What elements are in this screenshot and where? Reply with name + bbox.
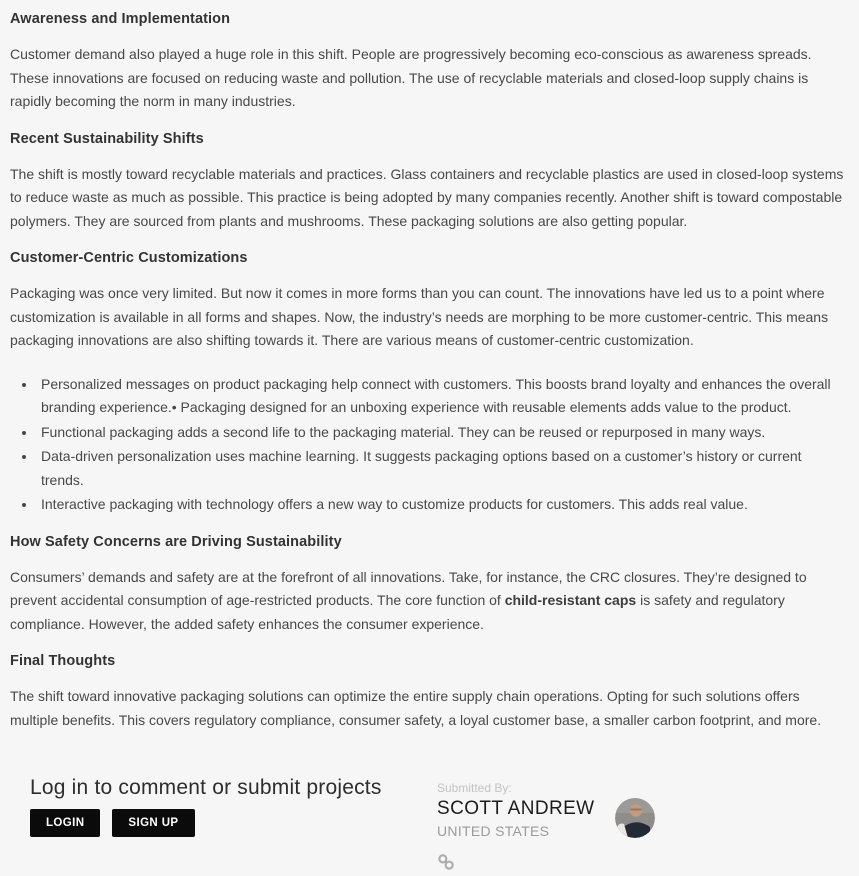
article-content xyxy=(0,11,859,732)
section-heading: Recent Sustainability Shifts xyxy=(10,130,204,147)
section-final-thoughts xyxy=(10,653,845,732)
section-heading: How Safety Concerns are Driving Sustainability xyxy=(10,533,342,550)
avatar-photo-placeholder xyxy=(615,798,655,838)
footer xyxy=(0,776,859,871)
chain-link-icon xyxy=(437,853,455,871)
list-item: • Personalized messages on product packaging help connect with customers. This boosts brand loyalty and enhances the overall branding experience.• Packaging designed for an unboxing experience with reusable elements adds value to the product. xyxy=(37,373,845,420)
bold-phrase: child-resistant caps xyxy=(504,592,637,609)
customization-bullet-list xyxy=(10,373,845,517)
section-heading: Final Thoughts xyxy=(10,653,116,670)
section-safety-concerns xyxy=(10,534,845,637)
article-page xyxy=(0,11,859,840)
author-country: UNITED STATES xyxy=(437,823,550,840)
section-paragraph: The shift is mostly toward recyclable materials and practices. Glass containers and recyclable plastics are used in closed-loop systems to reduce waste as much as possible. This practice is being adopted by many companies recently. Another shift is toward compostable polymers. They are sourced from plants and mushrooms. These packaging solutions are also getting popular. xyxy=(10,165,844,229)
section-awareness-and-implementation xyxy=(10,11,845,114)
section-recent-sustainability-shifts xyxy=(10,131,845,234)
section-heading: Customer-Centric Customizations xyxy=(10,250,248,266)
submitted-by-label: Submitted By: xyxy=(437,781,512,796)
list-item: • Data-driven personalization uses machine learning. It suggests packaging options based on a customer’s history or current trends. xyxy=(37,445,845,492)
button-row xyxy=(30,809,430,837)
login-prompt: Log in to comment or submit projects xyxy=(30,776,382,800)
author-block xyxy=(437,776,655,871)
list-item: • Functional packaging adds a second life to the packaging material. They can be reused or repurposed in many ways. xyxy=(37,421,845,444)
login-button[interactable]: LOGIN xyxy=(30,809,100,837)
author-name: SCOTT ANDREW xyxy=(437,798,595,820)
avatar xyxy=(615,798,655,838)
section-paragraph xyxy=(10,566,845,637)
link-icon[interactable] xyxy=(437,853,455,871)
section-paragraph: The shift toward innovative packaging solutions can optimize the entire supply chain operations. Opting for such solutions offers multiple benefits. This covers regulatory compliance, consumer safety, a loyal customer base, a smaller carbon footprint, and more. xyxy=(10,688,822,728)
section-customer-centric-customizations xyxy=(10,250,845,517)
section-paragraph: Packaging was once very limited. But now it comes in more forms than you can count. The innovations have led us to a point where customization is available in all forms and shapes. Now, the industry’s needs are morphing to be more customer-centric. This means packaging innovations are also shifting towards it. There are various means of customer-centric customization. xyxy=(10,285,829,348)
paragraph-text: is safety and regulatory compliance. However, the added safety enhances the consumer experience. xyxy=(10,592,785,632)
author-text xyxy=(437,776,595,839)
section-paragraph: Customer demand also played a huge role in this shift. People are progressively becoming eco-conscious as awareness spreads. These innovations are focused on reducing waste and pollution. The use of recyclable materials and closed-loop supply chains is rapidly becoming the norm in many industries. xyxy=(10,46,812,109)
signup-button[interactable]: SIGN UP xyxy=(112,809,194,837)
login-block xyxy=(30,776,430,837)
list-item: • Interactive packaging with technology offers a new way to customize products for customers. This adds real value. xyxy=(37,493,845,516)
paragraph-text: Consumers’ demands and safety are at the forefront of all innovations. Take, for instance, the CRC closures. They’re designed to prevent accidental consumption of age-restricted products. The core function of xyxy=(10,568,807,609)
section-heading: Awareness and Implementation xyxy=(10,11,231,27)
author-info xyxy=(437,776,655,839)
